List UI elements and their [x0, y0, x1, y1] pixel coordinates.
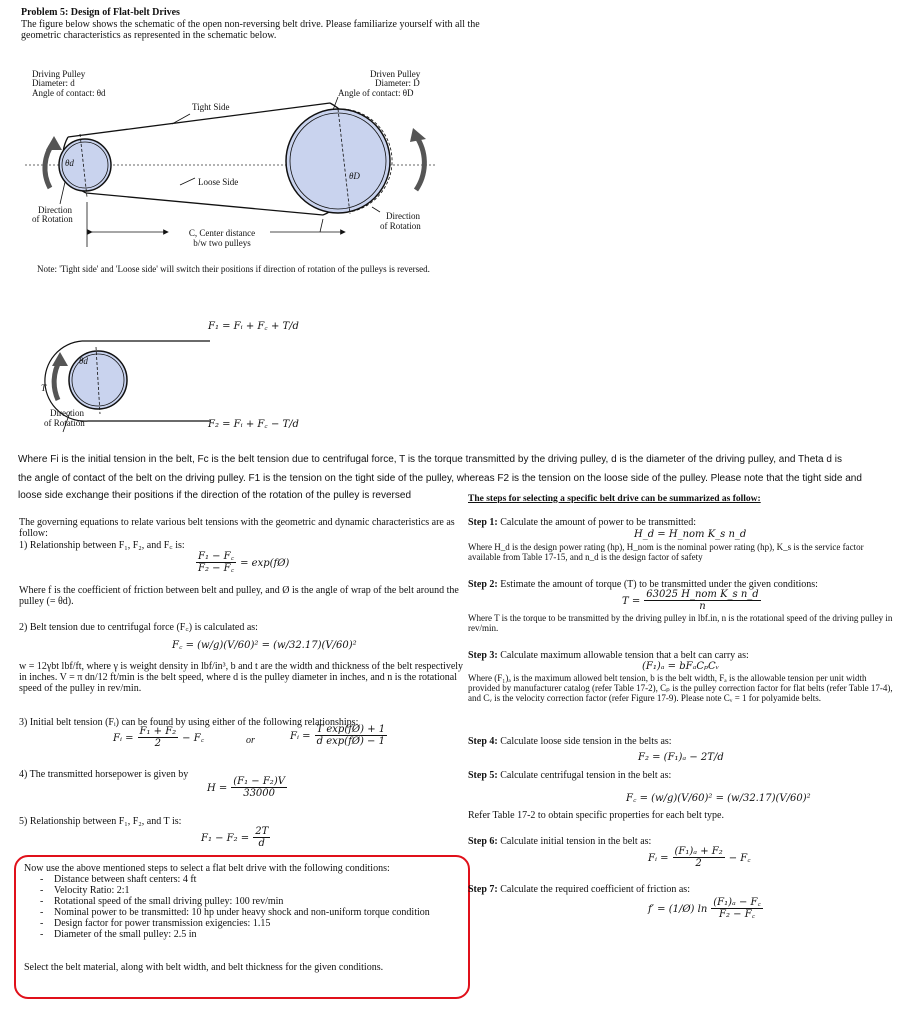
step-5-reference: Refer Table 17-2 to obtain specific properties for each belt type. [468, 810, 724, 821]
rotation-left-label: of Rotation [32, 214, 73, 224]
free-body-torque: T [41, 383, 47, 393]
condition-item: - Distance between shaft centers: 4 ft [34, 874, 474, 885]
step-5-text: Calculate centrifugal tension in the belt as: [500, 770, 672, 781]
friction-definition: Where f is the coefficient of friction between belt and pulley, and Ø is the angle of wrap of the belt around the pulley (= θd). [19, 585, 459, 607]
center-distance-label: C, Center distance [188, 228, 256, 238]
description-line2: the angle of contact of the belt on the driving pulley. F1 is the tension on the tight side of the pulley, whereas F2 is the tension on the loose side of the pulley. Please note that the tight side and [18, 473, 862, 484]
relationship-4: 4) The transmitted horsepower is given by [19, 769, 189, 780]
equation-1 [196, 551, 289, 574]
step-7-text: Calculate the required coefficient of friction as: [500, 884, 690, 895]
equation-4: H = $\frac{\text{(F₁ − F₂)V}}{33000}$ [207, 776, 285, 799]
eq5-numerator: 2T [255, 826, 269, 837]
step-3 [468, 650, 898, 661]
or-text: or [246, 735, 255, 746]
step-2-equation: T = $\frac{\text{63025 H\_nom K\_s n\_d}}{n}$ [622, 589, 759, 612]
step-7-denominator: F₂ − F꜀ [719, 909, 756, 920]
step-1-text: Calculate the amount of power to be transmitted: [500, 517, 697, 528]
governing-text: The governing equations to relate various belt tensions with the geometric and dynamic characteristics are as follow: [19, 517, 455, 539]
between-pulleys-label: b/w two pulleys [193, 238, 251, 248]
step-2-label: Step 2: [468, 579, 498, 590]
condition-item: - Design factor for power transmission exigencies: 1.15 [34, 918, 474, 929]
step-6-denominator: 2 [695, 858, 702, 869]
step-2-where: Where T is the torque to be transmitted by the driving pulley in lbf.in, n is the rotational speed of the driving pulley in rev/min. [468, 613, 893, 633]
eq1-denominator: F₂ − F꜀ [198, 563, 235, 574]
direction-left-label: Direction [38, 205, 72, 215]
equation-3a: Fᵢ = $\frac{\text{F₁ + F₂}}{2}$ − F꜀ [113, 726, 205, 749]
f2-equation: F₂ = Fᵢ + F꜀ − T/d [208, 419, 299, 430]
step-2-numerator: 63025 H_nom K_s n_d [646, 589, 759, 600]
driving-diameter-label: Diameter: d [32, 78, 75, 88]
step-4-equation: F₂ = (F₁)ₐ − 2T/d [638, 752, 724, 763]
driven-pulley-circle [286, 109, 390, 213]
step-4 [468, 736, 898, 747]
free-body-rotation: of Rotation [44, 418, 85, 428]
step-1 [468, 517, 898, 528]
eq4-denominator: 33000 [243, 788, 276, 799]
step-7-equation: f′ = (1/Ø) ln $\frac{\text{(F₁)ₐ − F꜀}}{\text{F₂ − F꜀}}$ [648, 897, 761, 920]
problem-title: Problem 5: Design of Flat-belt Drives [21, 7, 180, 18]
step-4-label: Step 4: [468, 736, 498, 747]
step-7 [468, 884, 898, 895]
rotation-right-label: of Rotation [380, 221, 421, 231]
description-line3: loose side exchange their positions if the direction of the rotation of the pulley is reversed [18, 490, 412, 501]
weight-definition: w = 12γbt lbf/ft, where γ is weight density in lbf/in³, b and t are the width and thickness of the belt respectively in inches. V = π dn/12 ft/min is the belt speed, where d is the pulley diameter in inches, and n is the rotational speed of the pulley in rev/min. [19, 661, 464, 694]
eq3b-denominator: d exp(fØ) − 1 [316, 736, 385, 747]
eq3a-numerator: F₁ + F₂ [139, 726, 177, 737]
loose-side-label: Loose Side [198, 177, 239, 187]
condition-item: - Diameter of the small pulley: 2.5 in [34, 929, 474, 940]
theta-D-label: θD [349, 171, 360, 181]
step-5-label: Step 5: [468, 770, 498, 781]
step-3-text: Calculate maximum allowable tension that a belt can carry as: [500, 650, 749, 661]
eq1-rhs: = exp(fØ) [240, 558, 290, 570]
step-5-equation: F꜀ = (w/g)(V/60)² = (w/32.17)(V/60)² [626, 793, 811, 804]
step-2-denominator: n [699, 601, 706, 612]
free-body-theta: θd [79, 356, 88, 366]
conditions-closing: Select the belt material, along with belt width, and belt thickness for the given conditions. [24, 962, 384, 973]
equation-3b: Fᵢ = $\frac{\text{T exp(fØ) + 1}}{\text{d exp(fØ) − 1}}$ [290, 724, 386, 747]
equation-5: F₁ − F₂ = $\frac{2T}{d}$ [201, 826, 269, 849]
relationship-2: 2) Belt tension due to centrifugal force (F꜀) is calculated as: [19, 622, 258, 633]
step-3-equation: (F₁)ₐ = bFₐCₚCᵥ [642, 661, 720, 672]
theta-d-label: θd [65, 158, 74, 168]
step-6-numerator: (F₁)ₐ + F₂ [674, 846, 723, 857]
eq3a-denominator: 2 [154, 738, 162, 749]
eq3b-numerator: T exp(fØ) + 1 [316, 724, 386, 735]
f1-equation: F₁ = Fᵢ + F꜀ + T/d [208, 321, 299, 332]
step-1-equation: H_d = H_nom K_s n_d [634, 529, 747, 540]
conditions-intro: Now use the above mentioned steps to select a flat belt drive with the following conditions: [24, 863, 390, 874]
eq4-numerator: (F₁ − F₂)V [233, 776, 285, 787]
eq5-denominator: d [258, 838, 265, 849]
schematic-note: Note: 'Tight side' and 'Loose side' will switch their positions if direction of rotation of the pulleys is reversed. [37, 264, 430, 274]
problem-intro: The figure below shows the schematic of the open non-reversing belt drive. Please familiarize yourself with all the geometric characteristics as represented in the schematic below. [21, 19, 480, 41]
relationship-3: 3) Initial belt tension (Fᵢ) can be found by using either of the following relationships: [19, 717, 359, 728]
step-3-where: Where (F₁)ₐ is the maximum allowed belt tension, b is the belt width, Fₐ is the allowable tension per unit width provided by manufacturer catalog (refer Table 17-2), Cₚ is the pulley correction factor for flat belts (refer Table 17-4), and Cᵥ is the velocity correction factor (refer Figure 17-9). Please note Cᵥ = 1 for polyamide belts. [468, 673, 893, 703]
direction-right-label: Direction [386, 211, 420, 221]
step-6-text: Calculate initial tension in the belt as: [500, 836, 652, 847]
step-3-label: Step 3: [468, 650, 498, 661]
driven-diameter-label: Diameter: D [375, 78, 420, 88]
step-1-label: Step 1: [468, 517, 498, 528]
driven-pulley-label: Driven Pulley [370, 69, 421, 79]
driven-angle-label: Angle of contact: θD [338, 88, 414, 98]
steps-heading: The steps for selecting a specific belt drive can be summarized as follow: [468, 494, 761, 504]
eq1-numerator: F₁ − F꜀ [198, 551, 235, 562]
free-body-direction: Direction [50, 408, 84, 418]
step-5 [468, 770, 898, 781]
driving-angle-label: Angle of contact: θd [32, 88, 106, 98]
step-6-equation: Fᵢ = $\frac{\text{(F₁)ₐ + F₂}}{2}$ − F꜀ [648, 846, 751, 869]
condition-item: - Nominal power to be transmitted: 10 hp under heavy shock and non-uniform torque condition [34, 907, 474, 918]
step-1-where: Where H_d is the design power rating (hp), H_nom is the nominal power rating (hp), K_s is the service factor available from Table 17-15, and n_d is the design factor of safety [468, 542, 864, 562]
step-4-text: Calculate loose side tension in the belts as: [500, 736, 672, 747]
relationship-5: 5) Relationship between F₁, F₂, and T is: [19, 816, 182, 827]
step-7-label: Step 7: [468, 884, 498, 895]
driving-pulley-label: Driving Pulley [32, 69, 86, 79]
description-line1: Where Fi is the initial tension in the belt, Fc is the belt tension due to centrifugal force, T is the torque transmitted by the driving pulley, d is the diameter of the driving pulley, and Theta d is [18, 454, 842, 465]
tight-side-label: Tight Side [192, 102, 230, 112]
step-6-label: Step 6: [468, 836, 498, 847]
relationship-1: 1) Relationship between F₁, F₂, and F꜀ is: [19, 540, 185, 551]
conditions-list [34, 874, 474, 940]
step-7-numerator: (F₁)ₐ − F꜀ [713, 897, 761, 908]
equation-2: F꜀ = (w/g)(V/60)² = (w/32.17)(V/60)² [172, 640, 357, 651]
condition-item: - Rotational speed of the small driving pulley: 100 rev/min [34, 896, 474, 907]
step-2-text: Estimate the amount of torque (T) to be transmitted under the given conditions: [500, 579, 818, 590]
condition-item: - Velocity Ratio: 2:1 [34, 885, 474, 896]
